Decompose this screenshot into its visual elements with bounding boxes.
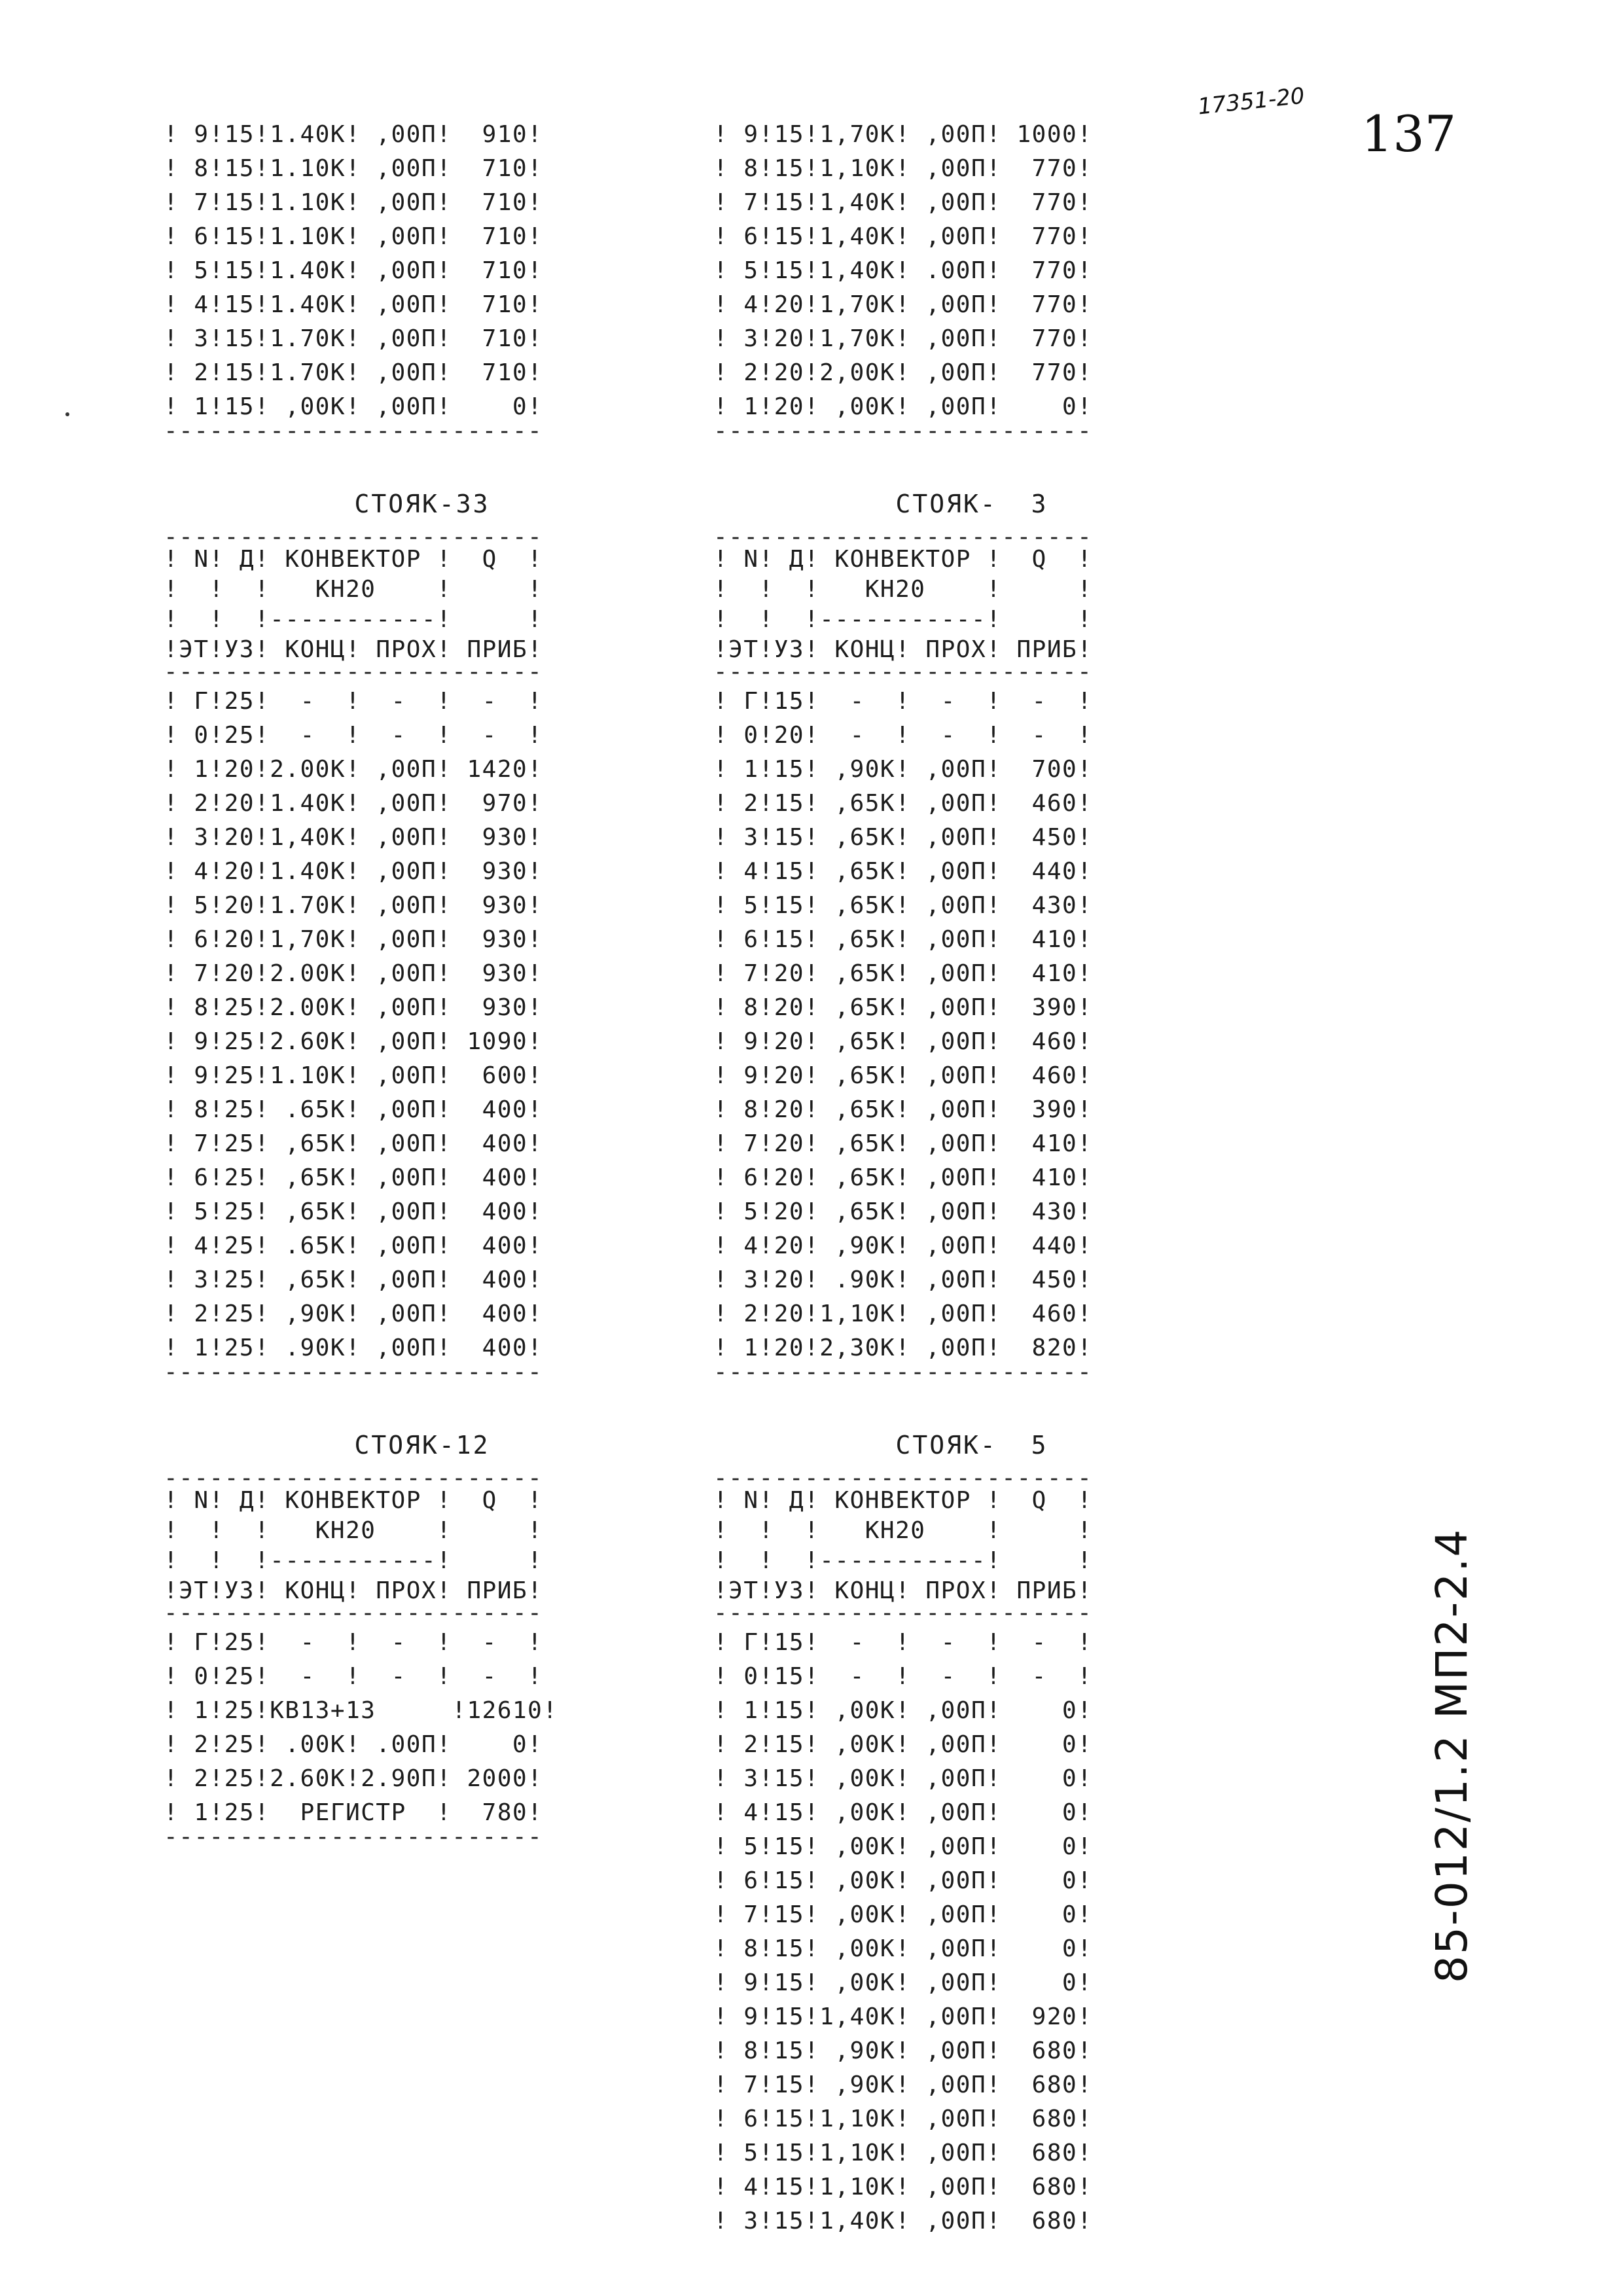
table-row: ! 3!20! .90К! ,00П! 450! bbox=[713, 1266, 1093, 1293]
table-row: ! 2!15! ,00К! ,00П! 0! bbox=[713, 1731, 1093, 1758]
table-header-row: !ЭТ!УЗ! КОНЦ! ПРОХ! ПРИБ! bbox=[164, 636, 543, 663]
table-row: ! 8!15! ,00К! ,00П! 0! bbox=[713, 1935, 1093, 1962]
table-row: ! 1!25! РЕГИСТР ! 780! bbox=[164, 1799, 543, 1826]
table-row: ! 6!20! ,65К! ,00П! 410! bbox=[713, 1164, 1093, 1191]
table-header-row: ! N! Д! КОНВЕКТОР ! Q ! bbox=[713, 1487, 1093, 1514]
table-row: ! 7!15!1,40К! ,00П! 770! bbox=[713, 189, 1093, 216]
table-row: ! 5!25! ,65К! ,00П! 400! bbox=[164, 1198, 543, 1225]
table-row: ! 4!15!1.40К! ,00П! 710! bbox=[164, 291, 543, 318]
table-row: ! 4!15! ,00К! ,00П! 0! bbox=[713, 1799, 1093, 1826]
left-column bbox=[164, 118, 681, 1844]
table-row: ! 5!15!1,10К! ,00П! 680! bbox=[713, 2140, 1093, 2166]
table-divider: ------------------------- bbox=[164, 665, 543, 679]
table-header-row: ! ! !-----------! ! bbox=[164, 606, 543, 633]
table-divider: ------------------------- bbox=[164, 424, 543, 439]
table-row: ! 0!25! - ! - ! - ! bbox=[164, 722, 543, 749]
table-divider: ------------------------- bbox=[164, 1606, 543, 1621]
table-row: ! 1!20!2,30К! ,00П! 820! bbox=[713, 1335, 1093, 1361]
table-row: ! 5!20!1.70К! ,00П! 930! bbox=[164, 892, 543, 919]
table-header-row: ! ! ! КН20 ! ! bbox=[713, 576, 1093, 603]
spacer bbox=[713, 679, 1230, 685]
table-divider: ------------------------- bbox=[164, 1365, 543, 1380]
table-row: ! 0!15! - ! - ! - ! bbox=[713, 1663, 1093, 1690]
table-row: ! 9!25!1.10К! ,00П! 600! bbox=[164, 1062, 543, 1089]
table-row: ! 3!15! ,00К! ,00П! 0! bbox=[713, 1765, 1093, 1792]
table-row: ! 9!25!2.60К! ,00П! 1090! bbox=[164, 1028, 543, 1055]
table-row: ! 1!20!2.00К! ,00П! 1420! bbox=[164, 756, 543, 783]
table-row: ! 3!20!1,40К! ,00П! 930! bbox=[164, 824, 543, 851]
table-row: ! 8!15!1,10К! ,00П! 770! bbox=[713, 155, 1093, 182]
table-header-row: ! ! ! КН20 ! ! bbox=[164, 576, 543, 603]
side-document-code: 85-012/1.2 МП2-2.4 bbox=[1427, 1528, 1477, 1983]
table-row: ! 8!20! ,65К! ,00П! 390! bbox=[713, 994, 1093, 1021]
table-row: ! 4!25! .65К! ,00П! 400! bbox=[164, 1232, 543, 1259]
table-divider: ------------------------- bbox=[713, 1606, 1093, 1621]
table-row: ! 5!15! ,00К! ,00П! 0! bbox=[713, 1833, 1093, 1860]
table-row: ! 1!15! ,90К! ,00П! 700! bbox=[713, 756, 1093, 783]
table-row: ! 6!15!1,10К! ,00П! 680! bbox=[713, 2106, 1093, 2132]
table-row: ! 8!20! ,65К! ,00П! 390! bbox=[713, 1096, 1093, 1123]
table-continuation bbox=[164, 118, 681, 439]
table-row: ! 7!20!2.00К! ,00П! 930! bbox=[164, 960, 543, 987]
spacer bbox=[164, 679, 681, 685]
table-header-row: !ЭТ!УЗ! КОНЦ! ПРОХ! ПРИБ! bbox=[713, 636, 1093, 663]
table-row: ! 2!25! ,90К! ,00П! 400! bbox=[164, 1300, 543, 1327]
table-divider: ------------------------- bbox=[713, 665, 1093, 679]
table-row: ! 2!20!1,10К! ,00П! 460! bbox=[713, 1300, 1093, 1327]
table-row: ! 6!25! ,65К! ,00П! 400! bbox=[164, 1164, 543, 1191]
table-row: ! 5!15!1.40К! ,00П! 710! bbox=[164, 257, 543, 284]
table-row: ! 7!20! ,65К! ,00П! 410! bbox=[713, 1130, 1093, 1157]
table-header-row: ! ! !-----------! ! bbox=[713, 606, 1093, 633]
margin-dot bbox=[65, 412, 69, 416]
riser-title: СТОЯК- 5 bbox=[895, 1431, 1048, 1460]
table-row: ! 8!25! .65К! ,00П! 400! bbox=[164, 1096, 543, 1123]
document-code: 17351-20 bbox=[1196, 82, 1306, 120]
table-row: ! 4!20!1.40К! ,00П! 930! bbox=[164, 858, 543, 885]
table-row: ! 3!25! ,65К! ,00П! 400! bbox=[164, 1266, 543, 1293]
table-row: ! 6!15! ,00К! ,00П! 0! bbox=[713, 1867, 1093, 1894]
table-header-row: ! ! !-----------! ! bbox=[713, 1547, 1093, 1574]
riser-title: СТОЯК-33 bbox=[354, 490, 490, 518]
table-row: ! Г!25! - ! - ! - ! bbox=[164, 688, 543, 715]
table-row: ! 9!15! ,00К! ,00П! 0! bbox=[713, 1969, 1093, 1996]
spacer bbox=[713, 1621, 1230, 1626]
table-row: ! Г!25! - ! - ! - ! bbox=[164, 1629, 543, 1656]
table-row: ! 4!15!1,10К! ,00П! 680! bbox=[713, 2174, 1093, 2200]
table-row: ! 2!25!2.60К!2.90П! 2000! bbox=[164, 1765, 543, 1792]
table-divider: ------------------------- bbox=[713, 530, 1093, 545]
table-row: ! 5!20! ,65К! ,00П! 430! bbox=[713, 1198, 1093, 1225]
table-row: ! 9!15!1.40К! ,00П! 910! bbox=[164, 121, 543, 148]
table-row: ! 4!20! ,90К! ,00П! 440! bbox=[713, 1232, 1093, 1259]
table-row: ! 1!20! ,00К! ,00П! 0! bbox=[713, 393, 1093, 420]
table-row: ! 5!15! ,65К! ,00П! 430! bbox=[713, 892, 1093, 919]
table-header-row: ! ! ! КН20 ! ! bbox=[164, 1517, 543, 1544]
table-header-row: !ЭТ!УЗ! КОНЦ! ПРОХ! ПРИБ! bbox=[164, 1577, 543, 1604]
table-header-row: ! ! ! КН20 ! ! bbox=[713, 1517, 1093, 1544]
table-row: ! 8!25!2.00К! ,00П! 930! bbox=[164, 994, 543, 1021]
riser-title: СТОЯК-12 bbox=[354, 1431, 490, 1460]
table-row: ! 9!20! ,65К! ,00П! 460! bbox=[713, 1062, 1093, 1089]
table-divider: ------------------------- bbox=[164, 1830, 543, 1844]
spacer bbox=[164, 1621, 681, 1626]
table-row: ! Г!15! - ! - ! - ! bbox=[713, 688, 1093, 715]
table-header-row: ! N! Д! КОНВЕКТОР ! Q ! bbox=[713, 546, 1093, 573]
table-row: ! 2!15! ,65К! ,00П! 460! bbox=[713, 790, 1093, 817]
table-row: ! 8!15!1.10К! ,00П! 710! bbox=[164, 155, 543, 182]
right-column bbox=[713, 118, 1230, 2238]
table-row: ! 8!15! ,90К! ,00П! 680! bbox=[713, 2037, 1093, 2064]
riser-table bbox=[164, 484, 681, 1380]
table-row: ! Г!15! - ! - ! - ! bbox=[713, 1629, 1093, 1656]
table-row: ! 0!20! - ! - ! - ! bbox=[713, 722, 1093, 749]
table-header-row: ! N! Д! КОНВЕКТОР ! Q ! bbox=[164, 1487, 543, 1514]
table-row: ! 6!15!1.10К! ,00П! 710! bbox=[164, 223, 543, 250]
page-number: 137 bbox=[1361, 105, 1457, 163]
table-divider: ------------------------- bbox=[164, 530, 543, 545]
table-row: ! 1!15! ,00К! ,00П! 0! bbox=[164, 393, 543, 420]
table-row: ! 2!20!2,00К! ,00П! 770! bbox=[713, 359, 1093, 386]
table-row: ! 1!25! .90К! ,00П! 400! bbox=[164, 1335, 543, 1361]
table-row: ! 7!25! ,65К! ,00П! 400! bbox=[164, 1130, 543, 1157]
table-continuation bbox=[713, 118, 1230, 439]
table-row: ! 4!15! ,65К! ,00П! 440! bbox=[713, 858, 1093, 885]
table-row: ! 9!20! ,65К! ,00П! 460! bbox=[713, 1028, 1093, 1055]
table-row: ! 6!15!1,40К! ,00П! 770! bbox=[713, 223, 1093, 250]
table-row: ! 3!15! ,65К! ,00П! 450! bbox=[713, 824, 1093, 851]
table-row: ! 1!25!КВ13+13 !12610! bbox=[164, 1697, 558, 1724]
riser-table bbox=[164, 1426, 681, 1844]
table-row: ! 3!15!1.70К! ,00П! 710! bbox=[164, 325, 543, 352]
table-header-row: ! N! Д! КОНВЕКТОР ! Q ! bbox=[164, 546, 543, 573]
table-row: ! 2!20!1.40К! ,00П! 970! bbox=[164, 790, 543, 817]
table-row: ! 0!25! - ! - ! - ! bbox=[164, 1663, 543, 1690]
table-header-row: ! ! !-----------! ! bbox=[164, 1547, 543, 1574]
table-row: ! 2!25! .00К! .00П! 0! bbox=[164, 1731, 543, 1758]
table-header-row: !ЭТ!УЗ! КОНЦ! ПРОХ! ПРИБ! bbox=[713, 1577, 1093, 1604]
table-row: ! 5!15!1,40К! .00П! 770! bbox=[713, 257, 1093, 284]
table-row: ! 9!15!1,40К! ,00П! 920! bbox=[713, 2003, 1093, 2030]
table-row: ! 6!15! ,65К! ,00П! 410! bbox=[713, 926, 1093, 953]
table-row: ! 9!15!1,70К! ,00П! 1000! bbox=[713, 121, 1093, 148]
table-divider: ------------------------- bbox=[713, 1365, 1093, 1380]
table-row: ! 3!15!1,40К! ,00П! 680! bbox=[713, 2208, 1093, 2234]
table-row: ! 7!20! ,65К! ,00П! 410! bbox=[713, 960, 1093, 987]
table-divider: ------------------------- bbox=[713, 424, 1093, 439]
table-row: ! 7!15! ,00К! ,00П! 0! bbox=[713, 1901, 1093, 1928]
table-divider: ------------------------- bbox=[164, 1471, 543, 1486]
riser-table bbox=[713, 484, 1230, 1380]
table-divider: ------------------------- bbox=[713, 1471, 1093, 1486]
riser-title: СТОЯК- 3 bbox=[895, 490, 1048, 518]
riser-table bbox=[713, 1426, 1230, 2238]
table-row: ! 3!20!1,70К! ,00П! 770! bbox=[713, 325, 1093, 352]
table-row: ! 6!20!1,70К! ,00П! 930! bbox=[164, 926, 543, 953]
table-row: ! 7!15!1.10К! ,00П! 710! bbox=[164, 189, 543, 216]
table-row: ! 2!15!1.70К! ,00П! 710! bbox=[164, 359, 543, 386]
table-row: ! 7!15! ,90К! ,00П! 680! bbox=[713, 2072, 1093, 2098]
table-row: ! 1!15! ,00К! ,00П! 0! bbox=[713, 1697, 1093, 1724]
table-row: ! 4!20!1,70К! ,00П! 770! bbox=[713, 291, 1093, 318]
